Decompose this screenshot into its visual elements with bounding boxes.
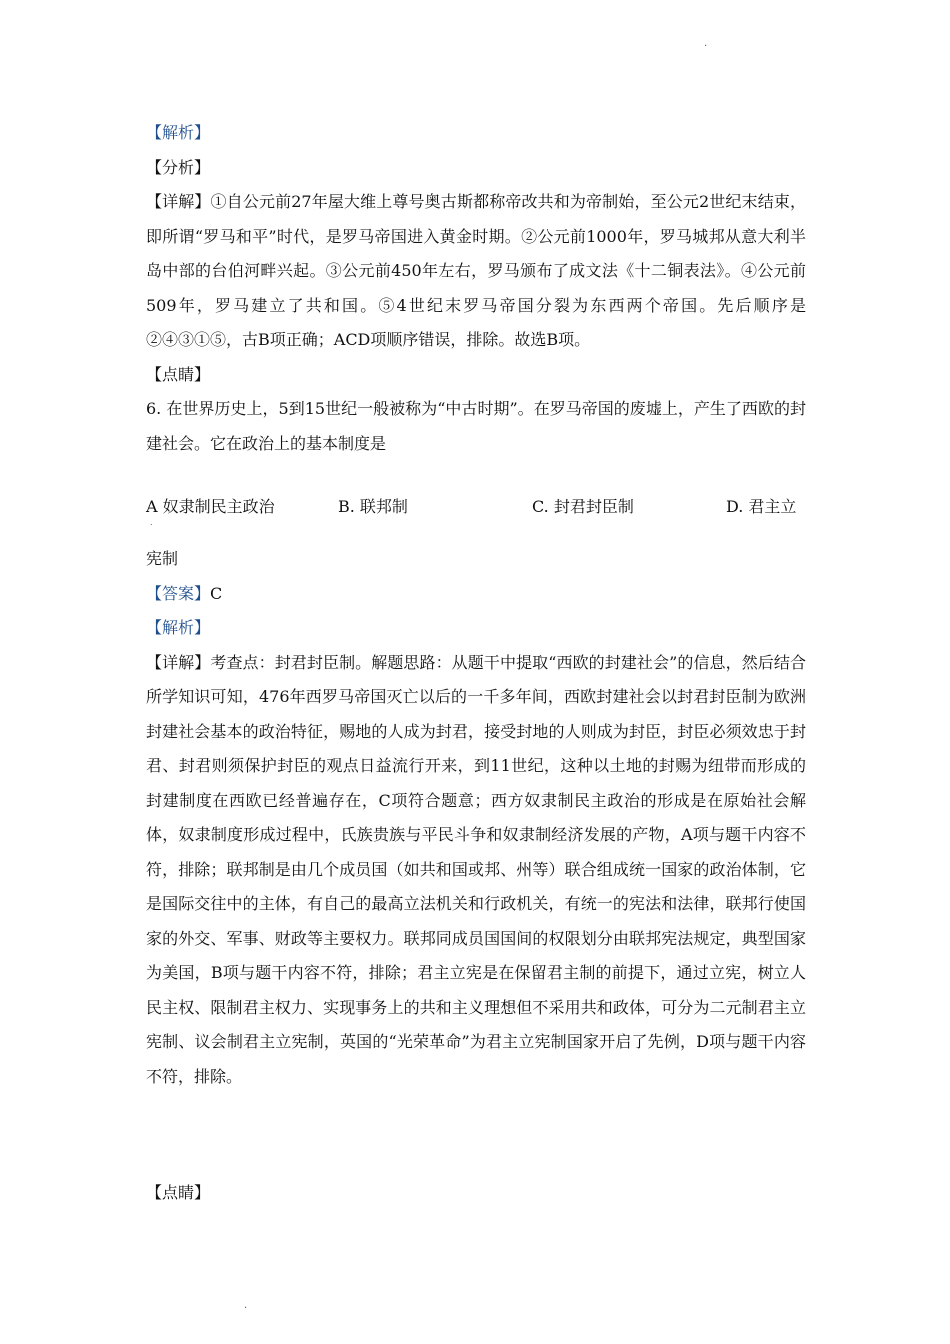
detail-text: 考查点：封君封臣制。解题思路：从题干中提取“西欧的封建社会”的信息，然后结合所学知识可知，476年西罗马帝国灭亡以后的一千多年间，西欧封建社会以封君封臣制为欧洲封建社会基本的政治特征，赐地的人成为封君，接受封地的人则成为封臣，封臣必须效忠于封君、封君则须保护封臣的观点日益流行开来，到11世纪，这种以土地的封赐为纽带而形成的封建制度在西欧已经普遍存在，C项符合题意；西方奴隶制民主政治的形成是在原始社会解体，奴隶制度形成过程中，氏族贵族与平民斗争和奴隶制经济发展的产物，A项与题干内容不符，排除；联邦制是由几个成员国（如共和国或邦、州等）联合组成统一国家的政治体制，它是国际交往中的主体，有自己的最高立法机关和行政机关，有统一的宪法和法律，联邦行使国家的外交、军事、财政等主要权力。联邦同成员国国间的权限划分由联邦宪法规定，典型国家为美国，B项与题干内容不符，排除；君主立宪是在保留君主制的前提下，通过立宪，树立人民主权、限制君主权力、实现事务上的共和主义理想但不采用共和政体，可分为二元制君主立宪制、议会制君主立宪制，英国的“光荣革命”为君主立宪制国家开启了先例，D项与题干内容不符，排除。 <box>146 652 806 1086</box>
section2 <box>146 542 806 1094</box>
answer-value: C <box>210 583 223 603</box>
detail-tag: 【详解】 <box>146 652 211 672</box>
answer-line <box>146 577 806 612</box>
option-d-continued: 宪制 <box>146 549 179 568</box>
decorative-dot: . <box>704 38 708 49</box>
option-a: A 奴隶制民主政治 <box>146 497 275 516</box>
question-text: 6. 在世界历史上，5到15世纪一般被称为“中古时期”。在罗马帝国的废墟上，产生了西欧的封建社会。它在政治上的基本制度是 <box>146 399 806 453</box>
jiexi-heading: 【解析】 <box>146 123 211 142</box>
dianjing-heading: 【点睛】 <box>146 364 211 384</box>
detail-tag: 【详解】 <box>146 192 211 211</box>
decorative-dot: . <box>244 1300 248 1311</box>
question-options <box>146 494 806 524</box>
dianjing-heading: 【点睛】 <box>146 1183 211 1202</box>
option-b: B. 联邦制 <box>338 497 408 516</box>
option-d: D. 君主立 <box>726 497 797 516</box>
section1 <box>146 116 806 461</box>
jiexi-heading: 【解析】 <box>146 618 211 637</box>
detail-paragraph <box>146 646 806 1095</box>
section2-footer <box>146 1176 806 1211</box>
fenxi-heading: 【分析】 <box>146 157 211 177</box>
detail-paragraph <box>146 185 806 358</box>
answer-tag: 【答案】 <box>146 583 211 603</box>
decorative-dot: . <box>150 518 153 527</box>
option-c: C. 封君封臣制 <box>532 497 634 516</box>
detail-text: ①自公元前27年屋大维上尊号奥古斯都称帝改共和为帝制始，至公元2世纪末结束，即所谓“罗马和平”时代，是罗马帝国进入黄金时期。②公元前1000年，罗马城邦从意大利半岛中部的台伯河畔兴起。③公元前450年左右，罗马颁布了成文法《十二铜表法》。④公元前509年，罗马建立了共和国。⑤4世纪末罗马帝国分裂为东西两个帝国。先后顺序是②④③①⑤，古B项正确；ACD项顺序错误，排除。故选B项。 <box>146 192 806 349</box>
